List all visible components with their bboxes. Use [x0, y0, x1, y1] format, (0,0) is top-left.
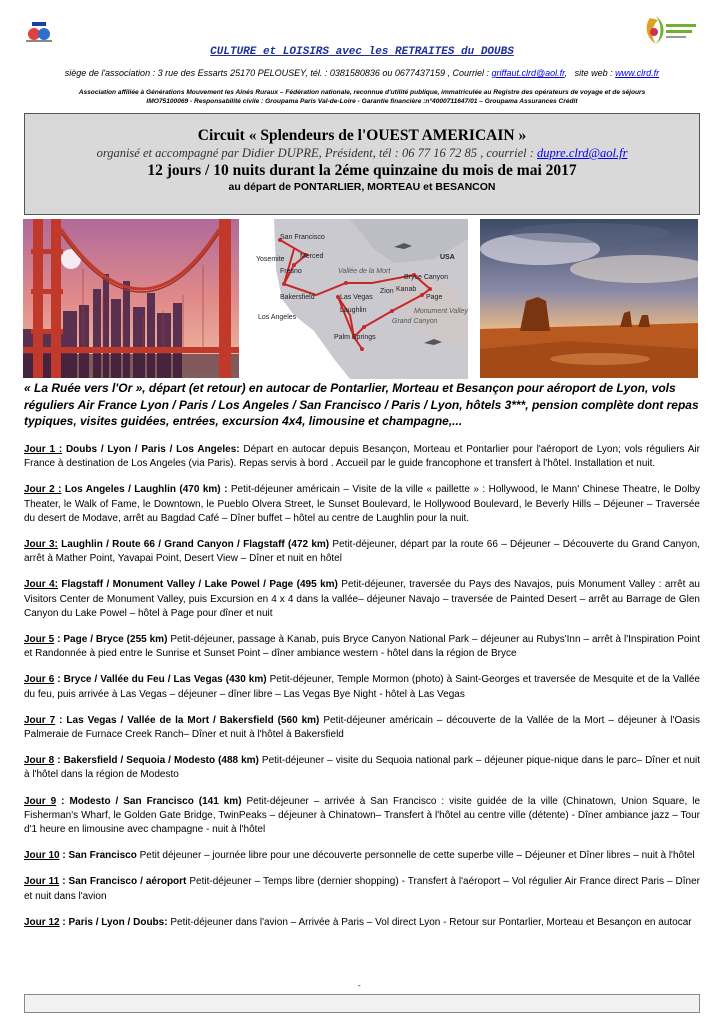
generations-mouvement-logo [640, 14, 700, 48]
day-6-description: Petit-déjeuner, Temple Mormon (photo) à Saint-Georges et traversée de Mesquite et de la Vallée du feu, puis arrivée à Las Vegas – déjeuner – dîner libre – Las Vegas Bye Night - hôtel à Las Vegas [24, 674, 700, 700]
map-label-yosemite: Yosemite [256, 256, 285, 263]
day-2-route: Los Angeles / Laughlin (470 km) : [61, 484, 228, 496]
day-1-label: Jour 1 : [24, 444, 63, 455]
organiser-text: organisé et accompagné par Didier DUPRE, Président, tél : 06 77 16 72 85 , courriel : [96, 146, 537, 160]
page-marker: - [358, 981, 361, 990]
day-9-description: Petit-déjeuner – arrivée à San Francisco : visite guidée de la ville (Chinatown, Union Square, le Fisherman's Wharf, le Golden Gate Bridge, TwinPeaks – déjeuner à Chinatown– Transfert à l'hôtel au centre ville (détente) - Dîner ambiance jazz – Tour d'1 heure en limousine avec champagne - nuit à l'hôtel [24, 795, 701, 836]
day-11 [24, 875, 700, 903]
day-10 [24, 849, 700, 863]
day-3-route: Laughlin / Route 66 / Grand Canyon / Flagstaff (472 km) [57, 539, 330, 551]
day-7-route: : Las Vegas / Vallée de la Mort / Bakersfield (560 km) [55, 714, 320, 726]
day-4 [24, 578, 700, 621]
address-text: siège de l'association : 3 rue des Essarts 25170 PELOUSEY, tél. : 0381580836 ou 0677437159 , Courriel : [64, 68, 492, 78]
trip-dates: 12 jours / 10 nuits durant la 2éme quinzaine du mois de mai 2017 [147, 162, 577, 179]
day-2 [24, 483, 700, 526]
association-address [0, 68, 724, 78]
map-label-grand-canyon: Grand Canyon [392, 318, 438, 325]
map-label-bakersfield: Bakersfield [280, 294, 315, 301]
day-11-route: : San Francisco / aéroport [59, 876, 187, 888]
day-5-description: Petit-déjeuner, passage à Kanab, puis Bryce Canyon National Park – déjeuner au Rubys'Inn – arrêt à l'Inspiration Point et Randonnée à pied entre le Sunrise et Sunset Point – dîner ambiance western - hôtel dans la région de Bryce [24, 634, 700, 660]
day-5 [24, 633, 700, 661]
organiser-line [25, 146, 699, 161]
day-12-description: Petit-déjeuner dans l'avion – Arrivée à Paris – Vol direct Lyon - Retour sur Pontarlier, Morteau et Besançon en autocar [167, 916, 692, 928]
trip-introduction: « La Ruée vers l'Or », départ (et retour) en autocar de Pontarlier, Morteau et Besançon pour aéroport de Lyon, vols réguliers Air France Lyon / Paris / Los Angeles / San Francisco / Paris / Lyon, hôtels 3***, pension complète dont repas typiques, visites guidées, entrées, excursion 4x4, limousine et champagne,... [24, 381, 699, 428]
map-label-laughlin: Laughlin [340, 307, 367, 314]
day-1-route: Doubs / Lyon / Paris / Los Angeles: [62, 444, 240, 455]
map-label-palm-springs: Palm Springs [334, 334, 376, 341]
day-3-label: Jour 3: [24, 539, 58, 551]
map-label-page: Page [426, 294, 443, 301]
golden-gate-photo [23, 219, 239, 378]
day-8-description: Petit-déjeuner – visite du Sequoia national park – déjeuner pique-nique dans le parc– Dîner et nuit à l'hôtel dans la région de Modesto [24, 755, 701, 781]
map-label-bryce-canyon: Bryce Canyon [404, 274, 448, 281]
association-email-link[interactable]: griffaut.clrd@aol.fr [491, 68, 565, 78]
organization-banner: CULTURE et LOISIRS avec les RETRAITES du DOUBS [210, 46, 514, 58]
trip-title: Circuit « Splendeurs de l'OUEST AMERICAIN » [197, 127, 527, 144]
day-8-label: Jour 8 [24, 755, 55, 767]
day-9-route: : Modesto / San Francisco (141 km) [56, 795, 242, 807]
title-box [24, 113, 700, 215]
day-2-label: Jour 2 : [24, 484, 62, 496]
day-2-description: Petit-déjeuner américain – Visite de la ville « paillette » : Hollywood, le Mann' Chinese Theatre, le Dolby Theater, le Walk of Fame, le Downtown, le Pueblo Olvera Street, le Sunset Boulevard, le Hollywood Boulevard, le Beverly Hills – Déjeuner – Traversée du desert de Modave, arrêt au Bagdad Café – Dîner buffet – hôtel au centre de Laughlin pour la nuit. [24, 484, 701, 524]
map-label-las-vegas: Las Vegas [340, 294, 373, 301]
day-3 [24, 538, 700, 566]
day-8-route: : Bakersfield / Sequoia / Modesto (488 km) [54, 755, 259, 767]
day-11-label: Jour 11 [24, 876, 60, 888]
day-10-route: : San Francisco [59, 850, 137, 862]
day-6-label: Jour 6 [24, 674, 55, 686]
day-6-route: : Bryce / Vallée du Feu / Las Vegas (430 km) [54, 674, 267, 686]
day-7 [24, 714, 700, 742]
day-12-label: Jour 12 [24, 916, 60, 928]
departure-cities: au départ de PONTARLIER, MORTEAU et BESANCON [228, 181, 496, 193]
day-1-description: Départ en autocar depuis Besançon, Morteau et Pontarlier pour l'aéroport de Lyon; vols réguliers Air France à destination de Los Angeles (via Paris). Repas servis à bord . Accueil par le guide francophone et transfert à l'hôtel. Installation et nuit. [24, 444, 700, 470]
map-label-kanab: Kanab [396, 286, 417, 293]
day-10-label: Jour 10 [24, 850, 60, 862]
map-label-fresno: Fresno [280, 268, 302, 275]
affiliation-line-1: Association affiliée à Générations Mouvement les Aînés Ruraux – Fédération nationale, reconnue d'utilité publique, immatriculée au Registre des opérateurs de voyage et de séjours [78, 89, 646, 96]
affiliation-line-2: IMO75100069 - Responsabilité civile : Groupama Paris Val-de-Loire - Garantie financière :n°4000711647/01 – Groupama Assurances Crédit [146, 98, 578, 105]
map-label-san-francisco: San Francisco [280, 234, 325, 241]
itinerary-days [24, 443, 700, 930]
map-label-monument-valley: Monument Valley [414, 308, 468, 315]
day-3-description: Petit-déjeuner, départ par la route 66 – Déjeuner – Découverte du Grand Canyon, arrêt à Mather Point, Yavapai Point, Desert View – Dîner et nuit en hôtel [24, 539, 700, 565]
day-9-label: Jour 9 [24, 795, 57, 807]
map-label-merced: Merced [300, 253, 324, 260]
day-8 [24, 754, 700, 782]
day-5-label: Jour 5 [24, 634, 55, 646]
day-10-description: Petit déjeuner – journée libre pour une découverte personnelle de cette superbe ville – Déjeuner et Dîner libres – nuit à l'hôtel [136, 850, 695, 862]
day-12-route: : Paris / Lyon / Doubs: [59, 916, 168, 928]
day-4-label: Jour 4: [24, 579, 58, 591]
itinerary-map [254, 219, 468, 379]
day-4-route: Flagstaff / Monument Valley / Lake Powel / Page (495 km) [57, 579, 338, 591]
day-1 [24, 443, 700, 471]
map-label-vallee-de-la-mort: Vallée de la Mort [338, 268, 391, 275]
day-7-label: Jour 7 [24, 714, 56, 726]
day-7-description: Petit-déjeuner américain – découverte de la Vallée de la Mort – déjeuner à l'Oasis Palmeraie de Furnace Creek Ranch– Dîner et nuit à l'hôtel à Bakersfield [24, 714, 700, 741]
day-12 [24, 916, 700, 930]
map-label-country: USA [440, 254, 455, 261]
address-web-prefix: , site web : [564, 68, 616, 78]
monument-valley-photo [480, 219, 698, 378]
map-label-los-angeles: Los Angeles [258, 314, 297, 321]
footer-box [24, 994, 700, 1013]
affiliation-notice [20, 88, 704, 106]
organiser-email-link[interactable]: dupre.clrd@aol.fr [537, 146, 628, 160]
day-5-route: : Page / Bryce (255 km) [54, 634, 168, 646]
day-9 [24, 795, 700, 838]
map-label-zion: Zion [380, 288, 394, 295]
day-6 [24, 673, 700, 701]
day-11-description: Petit-déjeuner – Temps libre (dernier shopping) - Transfert à l'aéroport – Vol régulier Air France direct Paris – Dîner et nuit dans l'avion [24, 876, 700, 902]
website-link[interactable]: www.clrd.fr [615, 68, 660, 78]
association-logo [22, 20, 56, 44]
day-4-description: Petit-déjeuner, traversée du Pays des Navajos, puis Monument Valley : arrêt au Visitors Center de Monument Valley, puis Excursion en 4 x 4 dans la vallée– déjeuner Navajo – traversée de Painted Desert – arrêt au Barrage de Glen Canyon du Lake Powel – hôtel à Page pour dîner et nuit [24, 579, 700, 619]
